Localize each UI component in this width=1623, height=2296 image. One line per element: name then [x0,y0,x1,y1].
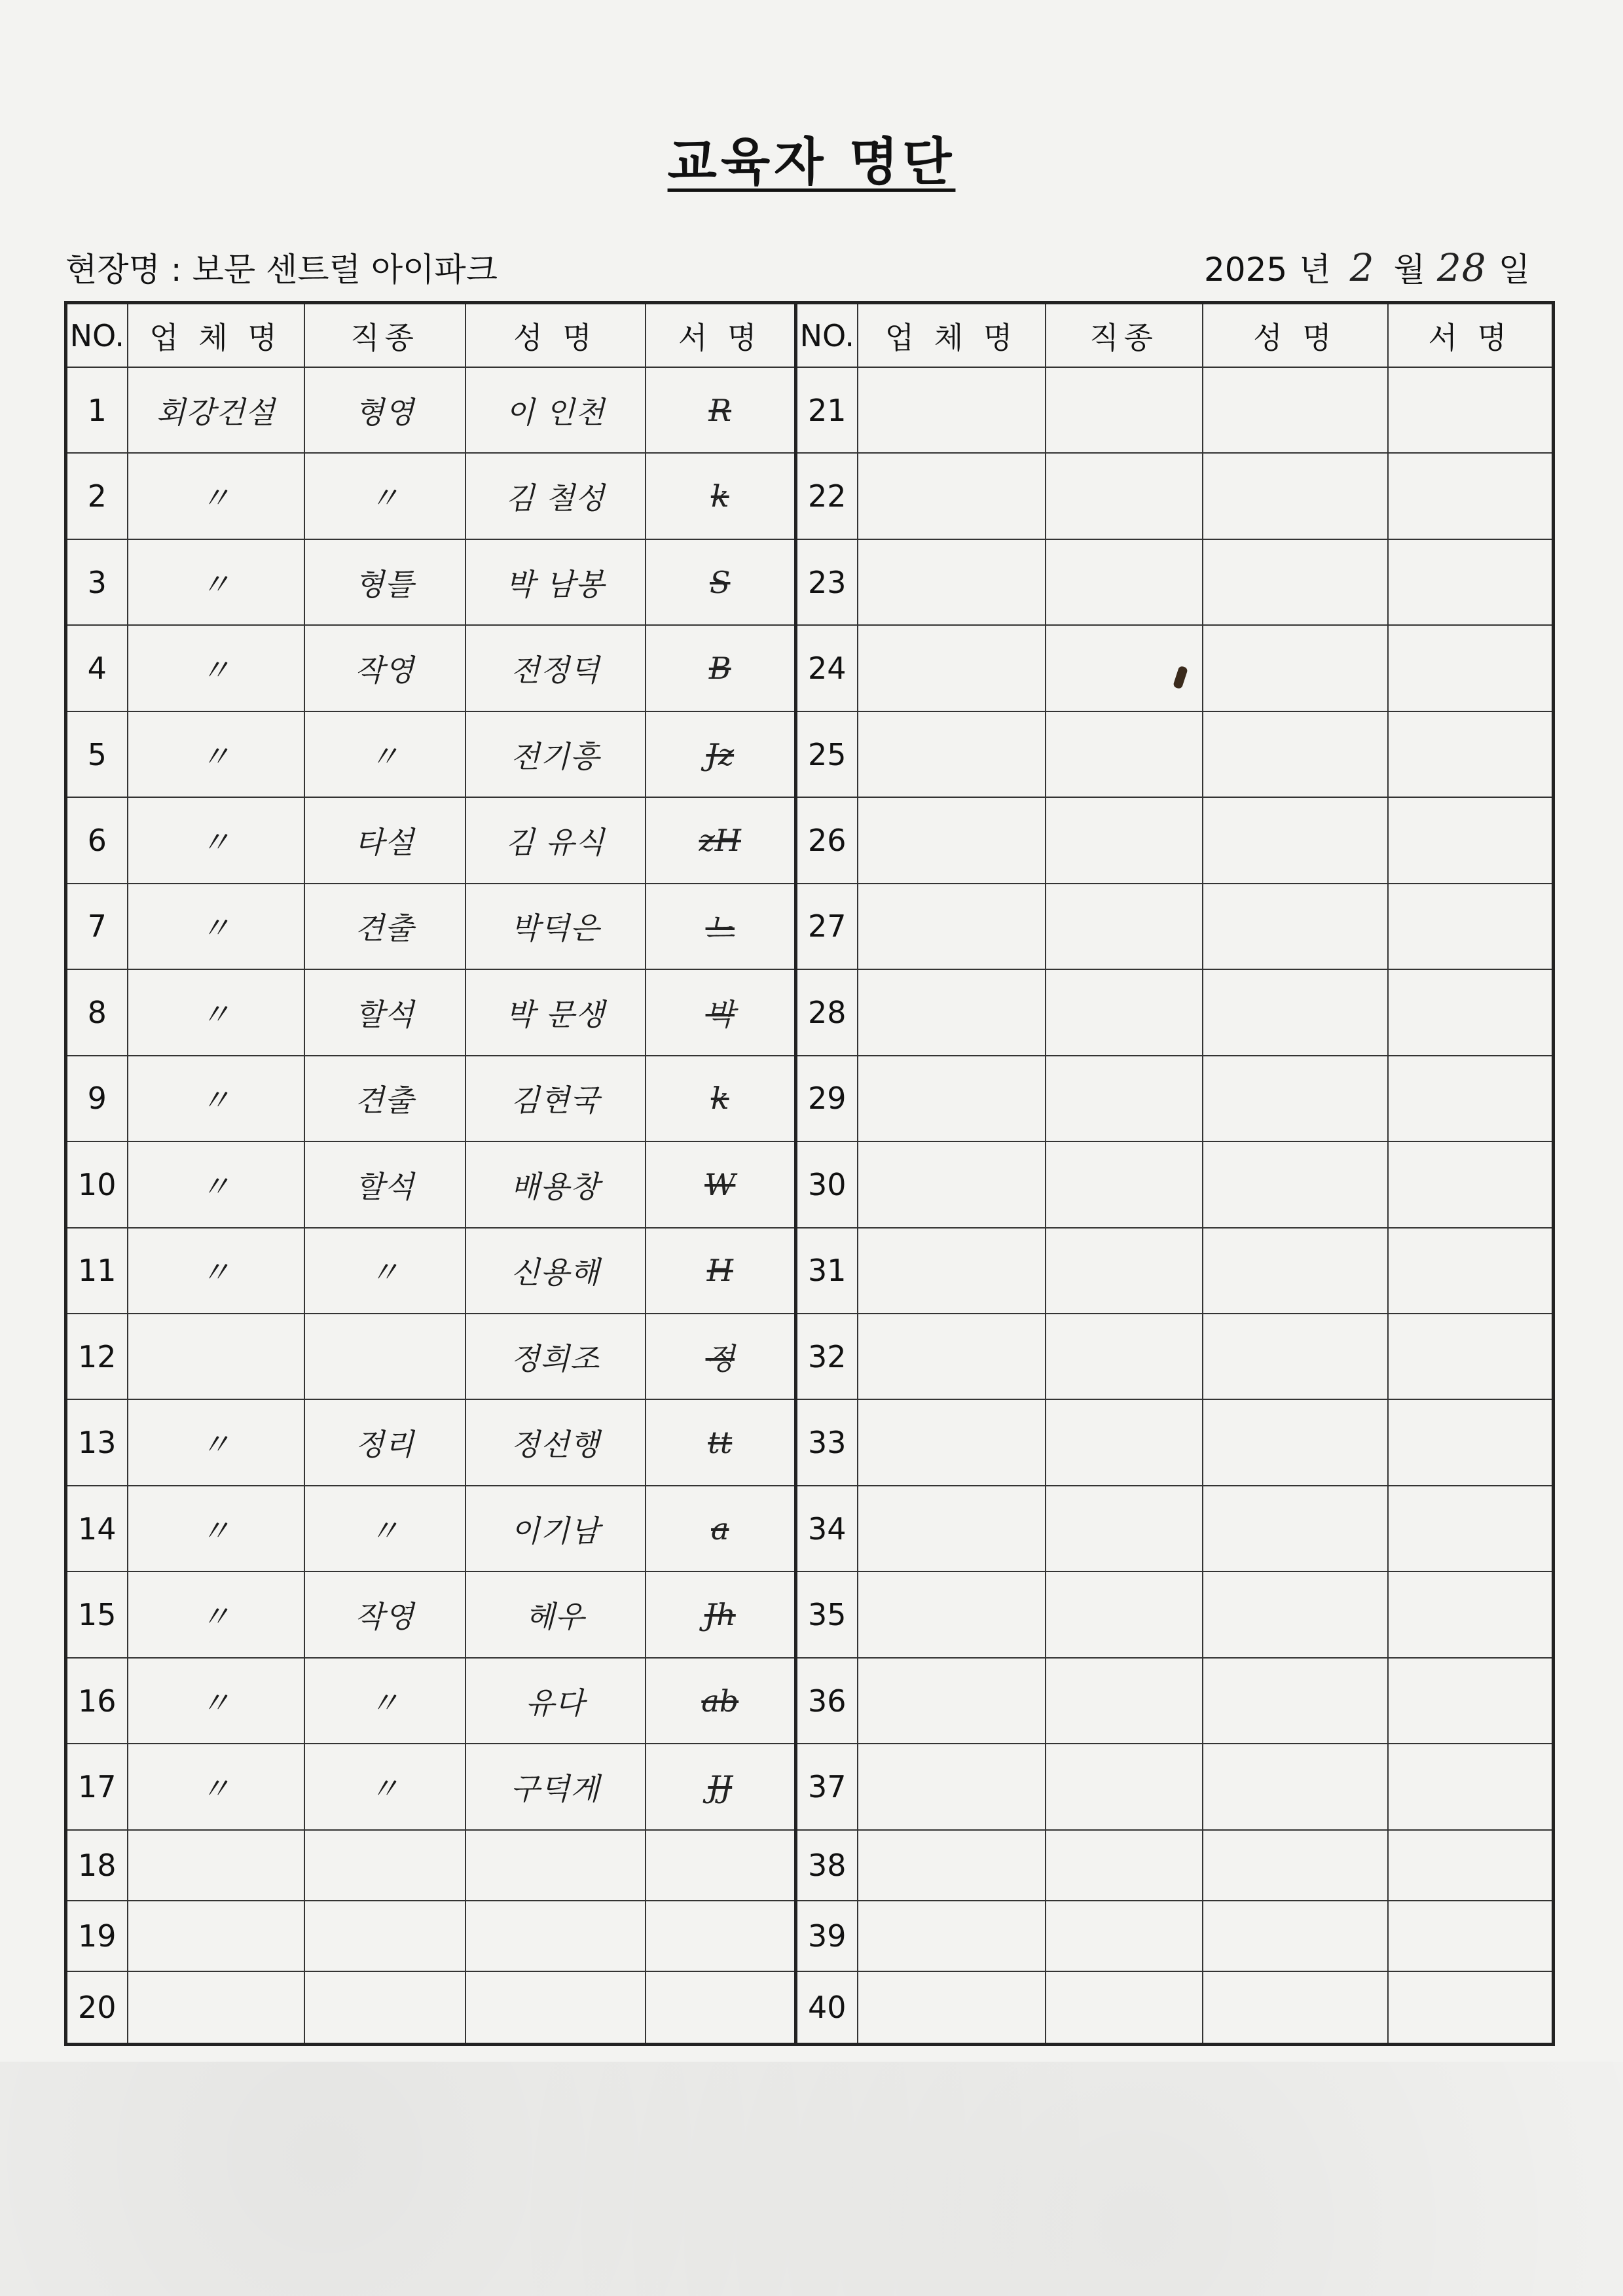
company-cell [858,884,1046,969]
job-cell [1046,884,1203,969]
row-number: 22 [796,453,858,539]
row-number: 28 [796,969,858,1055]
row-number: 2 [66,453,128,539]
row-number: 11 [66,1228,128,1314]
row-number: 4 [66,625,128,711]
site-name: 현장명 : 보문 센트럴 아이파크 [65,251,498,289]
name-cell: 김현국 [465,1056,646,1141]
header-row [66,303,1554,368]
table-row [66,1314,1554,1399]
name-cell: 김 유식 [465,797,646,883]
name-cell [1203,1056,1388,1141]
date-month-unit: 월 [1393,251,1425,289]
table-row [66,969,1554,1055]
company-cell: 회강건설 [128,367,304,453]
header-company: 업 체 명 [128,303,304,368]
company-cell: 〃 [128,1658,304,1744]
company-cell [858,1571,1046,1657]
company-cell: 〃 [128,539,304,625]
name-cell: 구덕게 [465,1744,646,1829]
company-cell: 〃 [128,884,304,969]
row-number: 27 [796,884,858,969]
name-cell [465,1901,646,1971]
job-cell: 형영 [304,367,465,453]
job-cell [1046,1399,1203,1485]
company-cell: 〃 [128,625,304,711]
table-row [66,539,1554,625]
company-cell: 〃 [128,1056,304,1141]
signature-cell [1388,1901,1554,1971]
signature-cell [1388,797,1554,883]
company-cell: 〃 [128,1744,304,1829]
signature-cell [1388,1314,1554,1399]
row-number: 39 [796,1901,858,1971]
date-month: 2 [1349,245,1375,290]
name-cell [1203,1228,1388,1314]
signature-cell [1388,1658,1554,1744]
table-row [66,797,1554,883]
job-cell: 〃 [304,711,465,797]
signature-cell: JJ [646,1744,796,1829]
name-cell: 김 철성 [465,453,646,539]
company-cell [858,1056,1046,1141]
row-number: 24 [796,625,858,711]
row-number: 18 [66,1830,128,1901]
name-cell [1203,1571,1388,1657]
row-number: 37 [796,1744,858,1829]
row-number: 38 [796,1830,858,1901]
row-number: 9 [66,1056,128,1141]
signature-cell: B [646,625,796,711]
company-cell: 〃 [128,711,304,797]
header-sign: 서 명 [646,303,796,368]
signature-cell [646,1830,796,1901]
row-number: 8 [66,969,128,1055]
table-row [66,367,1554,453]
job-cell: 작영 [304,1571,465,1657]
row-number: 13 [66,1399,128,1485]
signature-cell [1388,1830,1554,1901]
header-sign: 서 명 [1388,303,1554,368]
job-cell [1046,1901,1203,1971]
name-cell: 배용창 [465,1141,646,1227]
name-cell [1203,1314,1388,1399]
job-cell [1046,1141,1203,1227]
company-cell [858,969,1046,1055]
name-cell: 정희조 [465,1314,646,1399]
signature-cell: Jz [646,711,796,797]
name-cell [465,1971,646,2044]
row-number: 35 [796,1571,858,1657]
date-year: 2025 [1204,251,1288,289]
job-cell [304,1830,465,1901]
name-cell [1203,884,1388,969]
row-number: 10 [66,1141,128,1227]
job-cell: 견출 [304,1056,465,1141]
signature-cell: tt [646,1399,796,1485]
job-cell [1046,969,1203,1055]
job-cell: 〃 [304,1228,465,1314]
signature-cell [1388,1399,1554,1485]
name-cell [1203,539,1388,625]
row-number: 21 [796,367,858,453]
job-cell [1046,367,1203,453]
job-cell [1046,1658,1203,1744]
company-cell: 〃 [128,797,304,883]
row-number: 26 [796,797,858,883]
signature-cell: k [646,453,796,539]
table-row [66,1141,1554,1227]
signature-cell [1388,1971,1554,2044]
name-cell: 유다 [465,1658,646,1744]
table-row [66,1830,1554,1901]
scan-noise [0,2062,1623,2296]
row-number: 5 [66,711,128,797]
signature-cell: k [646,1056,796,1141]
row-number: 36 [796,1658,858,1744]
signature-cell: W [646,1141,796,1227]
header-job: 직종 [304,303,465,368]
table-row [66,625,1554,711]
row-number: 32 [796,1314,858,1399]
company-cell [858,367,1046,453]
signature-cell [646,1901,796,1971]
name-cell: 전정덕 [465,625,646,711]
job-cell: 할석 [304,969,465,1055]
table-row [66,1658,1554,1744]
name-cell [1203,1658,1388,1744]
document-title: 교육자 명단 [667,133,956,192]
signature-cell [1388,1486,1554,1571]
company-cell: 〃 [128,1228,304,1314]
company-cell [858,1314,1046,1399]
company-cell: 〃 [128,1399,304,1485]
company-cell [858,1901,1046,1971]
row-number: 15 [66,1571,128,1657]
job-cell: 형틀 [304,539,465,625]
row-number: 34 [796,1486,858,1571]
row-number: 12 [66,1314,128,1399]
company-cell [128,1314,304,1399]
date-year-unit: 년 [1299,251,1331,289]
row-number: 29 [796,1056,858,1141]
job-cell [304,1901,465,1971]
signature-cell: R [646,367,796,453]
name-cell [465,1830,646,1901]
row-number: 20 [66,1971,128,2044]
signature-cell: zH [646,797,796,883]
name-cell: 전기흥 [465,711,646,797]
signature-cell: 정 [646,1314,796,1399]
signature-cell: ab [646,1658,796,1744]
signature-cell [1388,711,1554,797]
header-job: 직종 [1046,303,1203,368]
name-cell [1203,1141,1388,1227]
job-cell: 〃 [304,1486,465,1571]
row-number: 14 [66,1486,128,1571]
header-company: 업 체 명 [858,303,1046,368]
row-number: 19 [66,1901,128,1971]
name-cell [1203,1971,1388,2044]
company-cell [128,1901,304,1971]
signature-cell [1388,1228,1554,1314]
row-number: 25 [796,711,858,797]
table-row [66,1571,1554,1657]
name-cell: 헤우 [465,1571,646,1657]
signature-cell: H [646,1228,796,1314]
header-name: 성 명 [465,303,646,368]
table-row [66,1971,1554,2044]
job-cell: 할석 [304,1141,465,1227]
row-number: 23 [796,539,858,625]
signature-cell [1388,367,1554,453]
company-cell: 〃 [128,1486,304,1571]
row-number: 40 [796,1971,858,2044]
row-number: 1 [66,367,128,453]
signature-cell [1388,969,1554,1055]
table-row [66,453,1554,539]
row-number: 3 [66,539,128,625]
name-cell [1203,797,1388,883]
job-cell: 정리 [304,1399,465,1485]
table-row [66,1056,1554,1141]
company-cell: 〃 [128,1571,304,1657]
company-cell [858,1486,1046,1571]
name-cell [1203,625,1388,711]
signature-cell [1388,539,1554,625]
name-cell: 정선행 [465,1399,646,1485]
company-cell [858,1971,1046,2044]
name-cell [1203,969,1388,1055]
name-cell: 박 남봉 [465,539,646,625]
name-cell [1203,711,1388,797]
job-cell [304,1314,465,1399]
table-row [66,711,1554,797]
name-cell [1203,1486,1388,1571]
name-cell: 이기남 [465,1486,646,1571]
name-cell [1203,1830,1388,1901]
signature-cell [1388,625,1554,711]
roster-table [64,301,1555,2046]
company-cell [858,711,1046,797]
job-cell: 견출 [304,884,465,969]
job-cell [1046,1486,1203,1571]
signature-cell: S [646,539,796,625]
company-cell [858,539,1046,625]
table-row [66,1901,1554,1971]
table-row [66,884,1554,969]
header-name: 성 명 [1203,303,1388,368]
company-cell [858,797,1046,883]
name-cell [1203,1901,1388,1971]
job-cell [1046,539,1203,625]
job-cell [1046,1228,1203,1314]
company-cell [128,1830,304,1901]
header-no: NO. [796,303,858,368]
name-cell: 박덕은 [465,884,646,969]
job-cell: 작영 [304,625,465,711]
company-cell: 〃 [128,1141,304,1227]
company-cell [858,453,1046,539]
job-cell [1046,711,1203,797]
company-cell [858,1228,1046,1314]
row-number: 16 [66,1658,128,1744]
company-cell: 〃 [128,969,304,1055]
job-cell [1046,1056,1203,1141]
name-cell: 박 문생 [465,969,646,1055]
date-day-unit: 일 [1498,251,1530,289]
job-cell: 〃 [304,1744,465,1829]
company-cell [128,1971,304,2044]
job-cell [1046,1744,1203,1829]
signature-cell [1388,1744,1554,1829]
company-cell [858,1830,1046,1901]
header-no: NO. [66,303,128,368]
job-cell: 〃 [304,453,465,539]
signature-cell [1388,1056,1554,1141]
signature-cell: 느 [646,884,796,969]
company-cell [858,1658,1046,1744]
company-cell [858,1399,1046,1485]
date-day: 28 [1436,245,1487,290]
job-cell [1046,1314,1203,1399]
signature-cell [646,1971,796,2044]
signature-cell [1388,884,1554,969]
job-cell [1046,1830,1203,1901]
signature-cell [1388,453,1554,539]
job-cell [304,1971,465,2044]
job-cell [1046,453,1203,539]
row-number: 31 [796,1228,858,1314]
company-cell [858,625,1046,711]
table-row [66,1228,1554,1314]
table-row [66,1399,1554,1485]
name-cell: 신용해 [465,1228,646,1314]
signature-cell: a [646,1486,796,1571]
signature-cell [1388,1571,1554,1657]
job-cell [1046,1571,1203,1657]
name-cell [1203,453,1388,539]
document-date [1204,243,1530,291]
row-number: 6 [66,797,128,883]
row-number: 17 [66,1744,128,1829]
table-row [66,1744,1554,1829]
signature-cell [1388,1141,1554,1227]
row-number: 33 [796,1399,858,1485]
name-cell: 이 인천 [465,367,646,453]
name-cell [1203,367,1388,453]
job-cell: 〃 [304,1658,465,1744]
job-cell [1046,1971,1203,2044]
job-cell [1046,797,1203,883]
row-number: 30 [796,1141,858,1227]
name-cell [1203,1744,1388,1829]
job-cell: 타설 [304,797,465,883]
company-cell [858,1141,1046,1227]
signature-cell: Jh [646,1571,796,1657]
company-cell: 〃 [128,453,304,539]
signature-cell: 박 [646,969,796,1055]
table-row [66,1486,1554,1571]
name-cell [1203,1399,1388,1485]
company-cell [858,1744,1046,1829]
row-number: 7 [66,884,128,969]
